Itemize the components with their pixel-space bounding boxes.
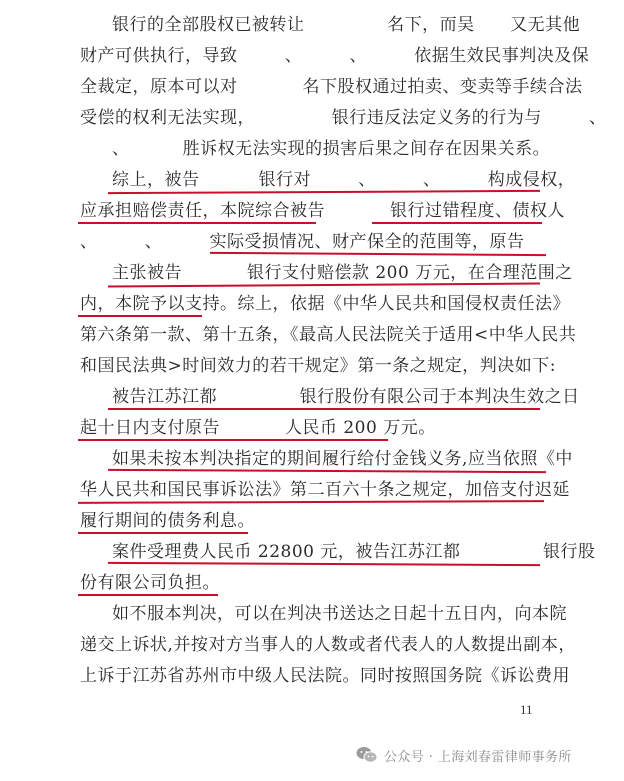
text-line: 起十日内支付原告 人民币 200 万元。 xyxy=(80,418,436,438)
text-line: 应承担赔偿责任，本院综合被告 银行过错程度、债权人 xyxy=(80,201,565,221)
red-underline xyxy=(78,439,388,441)
text-line: 综上，被告 银行对 、 、 构成侵权， xyxy=(112,170,576,190)
red-underline xyxy=(372,222,542,224)
wechat-watermark xyxy=(356,743,572,767)
page-number: 11 xyxy=(520,702,533,717)
text-line: 银行的全部股权已被转让 名下，而吴 又无其他 xyxy=(112,15,581,35)
red-underline xyxy=(108,408,540,410)
text-line: 主张被告 银行支付赔偿款 200 万元，在合理范围之 xyxy=(112,263,573,283)
red-underline xyxy=(78,594,218,596)
red-underline xyxy=(78,500,544,504)
text-line: 被告江苏江都 银行股份有限公司于本判决生效之日 xyxy=(112,387,580,407)
text-line: 全裁定，原本可以对 名下股权通过拍卖、变卖等手续合法 xyxy=(80,77,583,97)
text-line: 案件受理费人民币 22800 元，被告江苏江都 银行股 xyxy=(112,542,596,562)
red-underline xyxy=(78,532,248,534)
text-line: 财产可供执行，导致 、 、 依据生效民事判决及保 xyxy=(80,46,590,66)
text-line: 第六条第一款、第十五条，《最高人民法院关于适用<中华人民共 xyxy=(80,325,577,345)
wechat-icon xyxy=(356,746,378,764)
text-line: 受偿的权利无法实现， 银行违反法定义务的行为与 、 xyxy=(80,108,607,128)
text-line: 份有限公司负担。 xyxy=(80,573,220,593)
text-line: 履行期间的债务利息。 xyxy=(80,511,255,531)
text-line: 和国民法典>时间效力的若干规定》第一条之规定，判决如下: xyxy=(80,356,556,376)
red-underline xyxy=(78,315,202,317)
text-line: 如不服本判决，可以在判决书送达之日起十五日内，向本院 xyxy=(112,604,567,624)
text-line: 、 胜诉权无法实现的损害后果之间存在因果关系。 xyxy=(112,139,551,159)
red-underline xyxy=(78,222,316,224)
text-line: 、 、 实际受损情况、财产保全的范围等，原告 xyxy=(80,232,525,252)
text-line: 如果未按本判决指定的期间履行给付金钱义务,应当依照《中 xyxy=(112,449,573,469)
text-line: 上诉于江苏省苏州市中级人民法院。同时按照国务院《诉讼费用 xyxy=(80,666,570,686)
text-line: 递交上诉状,并按对方当事人的人数或者代表人的人数提出副本， xyxy=(80,635,576,655)
watermark-text: 公众号 · 上海刘春雷律师事务所 xyxy=(384,749,572,765)
text-line: 内，本院予以支持。综上，依据《中华人民共和国侵权责任法》 xyxy=(80,294,570,314)
text-line: 华人民共和国民事诉讼法》第二百六十条之规定，加倍支付迟延 xyxy=(80,480,570,500)
